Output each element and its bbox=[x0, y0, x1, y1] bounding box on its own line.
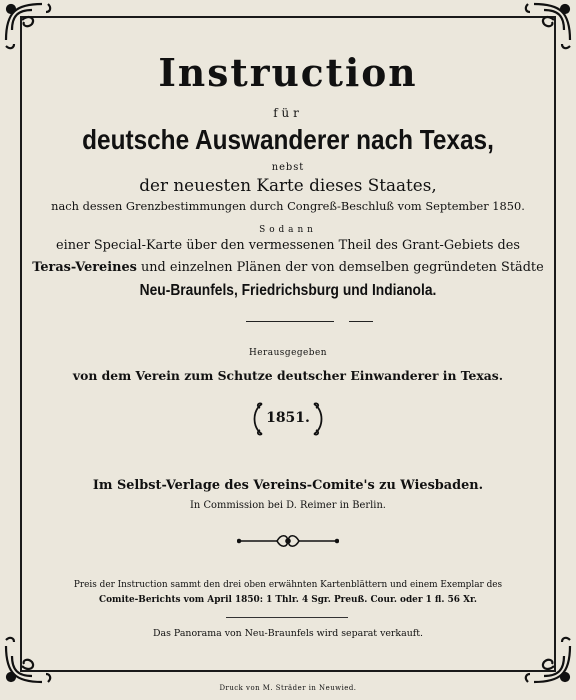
price-line-1: Preis der Instruction sammt den drei oben erwähnten Kartenblättern und einem Exemplar des bbox=[73, 580, 503, 590]
year-cartouche bbox=[248, 400, 328, 438]
teras-verein-name: Teras-Vereines bbox=[32, 260, 137, 275]
border-resolution-line: nach dessen Grenzbestimmungen durch Congreß-Beschluß vom September 1850. bbox=[51, 199, 525, 213]
panorama-note: Das Panorama von Neu-Braunfels wird separat verkauft. bbox=[152, 628, 424, 639]
price-line-2: Comite-Berichts vom April 1850: 1 Thlr. 4 Sgr. Preuß. Cour. oder 1 fl. 56 Xr. bbox=[99, 595, 477, 605]
special-map-line: einer Special-Karte über den vermessenen Theil des Grant-Gebiets des bbox=[56, 238, 520, 253]
divider-rule-short bbox=[349, 321, 373, 322]
fuer-text: für bbox=[273, 106, 303, 120]
sodann-text: Sodann bbox=[259, 225, 317, 235]
printer-imprint: Druck von M. Sträder in Neuwied. bbox=[219, 684, 357, 692]
divider-rule bbox=[246, 321, 334, 322]
self-publisher-line: Im Selbst-Verlage des Vereins-Comite's zu Wiesbaden. bbox=[92, 478, 484, 493]
commission-line: In Commission bei D. Reimer in Berlin. bbox=[190, 500, 386, 511]
publisher-line: von dem Verein zum Schutze deutscher Einwanderer in Texas. bbox=[72, 368, 504, 383]
teras-verein-rest: und einzelnen Plänen der von demselben gegründeten Städte bbox=[140, 260, 544, 275]
decorative-divider-ornament bbox=[237, 532, 339, 550]
headline: deutsche Auswanderer nach Texas, bbox=[82, 124, 494, 155]
herausgegeben-text: Herausgegeben bbox=[249, 348, 327, 358]
divider-rule-bottom bbox=[226, 617, 348, 618]
teras-verein-line bbox=[23, 260, 553, 275]
cities-line: Neu-Braunfels, Friedrichsburg und Indianola. bbox=[139, 282, 437, 299]
karte-line: der neuesten Karte dieses Staates, bbox=[139, 176, 437, 196]
publication-year: 1851. bbox=[266, 410, 310, 426]
page-title: Instruction bbox=[158, 50, 418, 95]
nebst-text: nebst bbox=[271, 162, 305, 173]
